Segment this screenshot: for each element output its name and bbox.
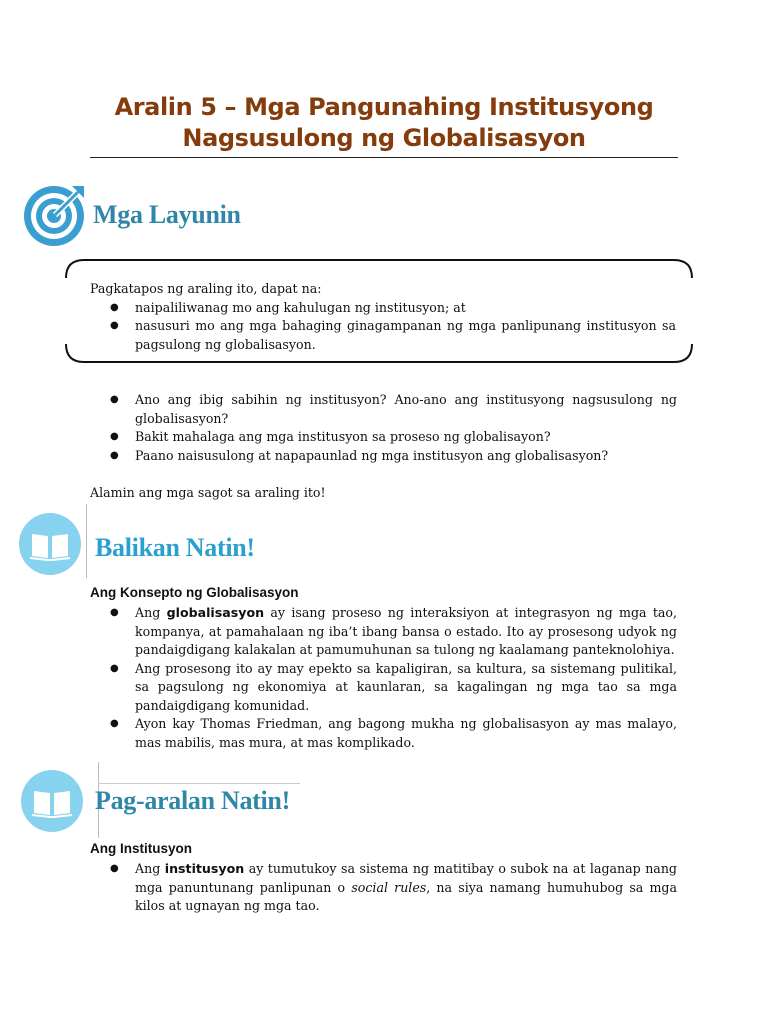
balikan-divider: [86, 504, 87, 578]
pagaralan-heading: Pag-aralan Natin!: [95, 786, 290, 815]
pagaralan-top-rule: [98, 783, 300, 784]
layunin-heading: Mga Layunin: [93, 200, 241, 229]
title-line-1: Aralin 5 – Mga Pangunahing Institusyong: [114, 93, 654, 121]
pagaralan-list: [90, 860, 677, 916]
list-item: ● naipaliliwanag mo ang kahulugan ng institusyon; at: [90, 299, 676, 318]
pagaralan-block: [90, 840, 677, 916]
list-item: ● Ang institusyon ay tumutukoy sa sistema ng matitibay o subok na at laganap nang mga panuntunang panlipunan o social rules, na siya namang humuhubog sa mga kilos at ugnayan ng mga tao.: [90, 860, 677, 916]
keyword: institusyon: [164, 861, 245, 876]
list-item: ● Paano naisusulong at napapaunlad ng mga institusyon ang globalisasyon?: [90, 447, 677, 466]
book-icon: [20, 769, 84, 837]
list-item: ● Bakit mahalaga ang mga institusyon sa proseso ng globalisayon?: [90, 428, 677, 447]
questions-block: [90, 391, 677, 503]
questions-list: [90, 391, 677, 465]
emphasis: social rules: [351, 879, 427, 895]
target-icon: [22, 182, 88, 252]
balikan-list: [90, 604, 677, 752]
pagaralan-subheading: Ang Institusyon: [90, 841, 192, 856]
layunin-intro: Pagkatapos ng araling ito, dapat na:: [90, 281, 322, 296]
title-line-2: Nagsusulong ng Globalisasyon: [182, 124, 586, 152]
page-title: [90, 92, 678, 154]
layunin-list: [90, 299, 676, 355]
layunin-box: [64, 258, 694, 364]
list-item: ● Ang globalisasyon ay isang proseso ng interaksiyon at integrasyon ng mga tao, kompanya, at pamahalaan ng iba’t ibang bansa o estado. Ito ay prosesong udyok ng pandaigdigang kalakalan at pamumuhunan sa tulong ng kaalamang panteknolohiya.: [90, 604, 677, 660]
balikan-subheading: Ang Konsepto ng Globalisasyon: [90, 585, 299, 600]
title-divider: [90, 157, 678, 158]
questions-closing: Alamin ang mga sagot sa araling ito!: [90, 485, 326, 500]
list-item: ● nasusuri mo ang mga bahaging ginagampanan ng mga panlipunang institusyon sa pagsulong ng globalisasyon.: [90, 317, 676, 354]
list-item: ● Ano ang ibig sabihin ng institusyon? Ano-ano ang institusyong nagsusulong ng globalisasyon?: [90, 391, 677, 428]
balikan-heading: Balikan Natin!: [95, 533, 255, 562]
book-icon: [18, 512, 82, 580]
list-item: ● Ayon kay Thomas Friedman, ang bagong mukha ng globalisasyon ay mas malayo, mas mabilis, mas mura, at mas komplikado.: [90, 715, 677, 752]
keyword: globalisasyon: [166, 605, 265, 620]
balikan-block: [90, 584, 677, 752]
list-item: ● Ang prosesong ito ay may epekto sa kapaligiran, sa kultura, sa sistemang pulitikal, sa pagsulong ng ekonomiya at kaunlaran, sa kagalingan ng mga tao sa mga pandaigdigang komunidad.: [90, 660, 677, 716]
